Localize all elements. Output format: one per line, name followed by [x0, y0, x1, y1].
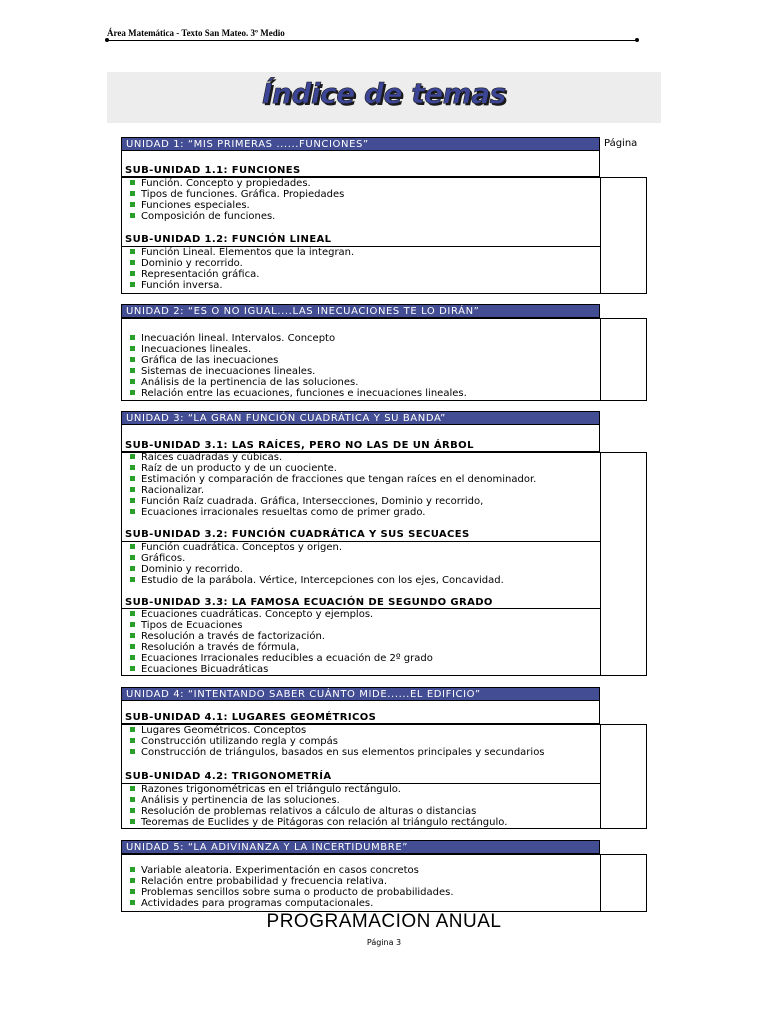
- page-number: Página 3: [366, 938, 402, 947]
- bullet-icon: [130, 271, 135, 276]
- subunit-1-1-title: SUB-UNIDAD 1.1: FUNCIONES: [125, 165, 301, 176]
- list-item: Construcción de triángulos, basados en sus elementos principales y secundarios: [130, 747, 545, 758]
- list-item: Inecuaciones lineales.: [130, 344, 467, 355]
- page-title: Índice de temas: [262, 77, 506, 110]
- bullet-icon: [130, 202, 135, 207]
- bullet-icon: [130, 335, 135, 340]
- bullet-icon: [130, 655, 135, 660]
- bullet-icon: [130, 867, 135, 872]
- bullet-icon: [130, 509, 135, 514]
- bullet-icon: [130, 487, 135, 492]
- unit-5-title: UNIDAD 5: “LA ADIVINANZA Y LA INCERTIDUMBRE”: [121, 840, 600, 854]
- list-item: Sistemas de inecuaciones lineales.: [130, 366, 467, 377]
- bullet-icon: [130, 749, 135, 754]
- list-item: Resolución a través de fórmula,: [130, 642, 433, 653]
- bullet-icon: [130, 476, 135, 481]
- list-item: Composición de funciones.: [130, 211, 344, 222]
- unit-1-page-cell: [600, 177, 647, 294]
- document-header: Área Matemática - Texto San Mateo. 3º Medio: [107, 28, 285, 38]
- bullet-icon: [130, 379, 135, 384]
- bullet-icon: [130, 544, 135, 549]
- list-item: Racionalizar.: [130, 485, 536, 496]
- subunit-3-1-title: SUB-UNIDAD 3.1: LAS RAÍCES, PERO NO LAS DE UN ÁRBOL: [125, 440, 474, 451]
- list-item: Variable aleatoria. Experimentación en casos concretos: [130, 865, 454, 876]
- bullet-icon: [130, 191, 135, 196]
- bullet-icon: [130, 249, 135, 254]
- unit-2-title: UNIDAD 2: “ES O NO IGUAL....LAS INECUACIONES TE LO DIRÁN”: [121, 304, 600, 318]
- list-item: Raíces cuadradas y cúbicas.: [130, 452, 536, 463]
- list-item: Análisis de la pertinencia de las soluciones.: [130, 377, 467, 388]
- list-item: Ecuaciones irracionales resueltas como de primer grado.: [130, 507, 536, 518]
- bullet-icon: [130, 633, 135, 638]
- list-item: Función Lineal. Elementos que la integran.: [130, 247, 354, 258]
- list-item: Funciones especiales.: [130, 200, 344, 211]
- bullet-icon: [130, 644, 135, 649]
- subunit-4-2-topics: [130, 784, 507, 828]
- bullet-icon: [130, 555, 135, 560]
- subunit-4-2-title: SUB-UNIDAD 4.2: TRIGONOMETRÍA: [125, 771, 332, 782]
- bullet-icon: [130, 577, 135, 582]
- subunit-1-1-topics: [130, 178, 344, 222]
- list-item: Inecuación lineal. Intervalos. Concepto: [130, 333, 467, 344]
- bullet-icon: [130, 611, 135, 616]
- list-item: Análisis y pertinencia de las soluciones.: [130, 795, 507, 806]
- list-item: Teoremas de Euclides y de Pitágoras con relación al triángulo rectángulo.: [130, 817, 507, 828]
- list-item: Gráficos.: [130, 553, 504, 564]
- subunit-1-2-title: SUB-UNIDAD 1.2: FUNCIÓN LINEAL: [125, 234, 332, 245]
- unit-4-title: UNIDAD 4: “INTENTANDO SABER CUÁNTO MIDE......EL EDIFICIO”: [121, 687, 600, 701]
- bullet-icon: [130, 900, 135, 905]
- header-rule: [107, 40, 637, 41]
- unit-1-title: UNIDAD 1: “MIS PRIMERAS ......FUNCIONES”: [121, 137, 600, 151]
- list-item: Relación entre las ecuaciones, funciones e inecuaciones lineales.: [130, 388, 467, 399]
- bullet-icon: [130, 797, 135, 802]
- unit-5-page-cell: [600, 854, 647, 912]
- unit-3-page-cell: [600, 452, 647, 676]
- unit-5-topics: [130, 865, 454, 909]
- unit-3-title: UNIDAD 3: “LA GRAN FUNCIÓN CUADRÁTICA Y SU BANDA”: [121, 411, 600, 425]
- list-item: Estimación y comparación de fracciones que tengan raíces en el denominador.: [130, 474, 536, 485]
- list-item: Relación entre probabilidad y frecuencia relativa.: [130, 876, 454, 887]
- list-item: Función. Concepto y propiedades.: [130, 178, 344, 189]
- list-item: Tipos de funciones. Gráfica. Propiedades: [130, 189, 344, 200]
- bullet-icon: [130, 282, 135, 287]
- bullet-icon: [130, 666, 135, 671]
- list-item: Razones trigonométricas en el triángulo rectángulo.: [130, 784, 507, 795]
- list-item: Resolución de problemas relativos a cálculo de alturas o distancias: [130, 806, 507, 817]
- bullet-icon: [130, 368, 135, 373]
- list-item: Función inversa.: [130, 280, 354, 291]
- subunit-1-2-topics: [130, 247, 354, 291]
- page-column-label: Página: [604, 138, 638, 149]
- list-item: Representación gráfica.: [130, 269, 354, 280]
- bullet-icon: [130, 390, 135, 395]
- list-item: Construcción utilizando regla y compás: [130, 736, 545, 747]
- bullet-icon: [130, 213, 135, 218]
- bullet-icon: [130, 357, 135, 362]
- subunit-4-1-title: SUB-UNIDAD 4.1: LUGARES GEOMÉTRICOS: [125, 712, 377, 723]
- subunit-3-1-topics: [130, 452, 536, 518]
- list-item: Dominio y recorrido.: [130, 564, 504, 575]
- bullet-icon: [130, 622, 135, 627]
- subunit-4-1-topics: [130, 725, 545, 758]
- unit-2-topics: [130, 333, 467, 399]
- header-rule-dot-left: [105, 38, 109, 42]
- title-banner: [107, 72, 661, 123]
- list-item: Estudio de la parábola. Vértice, Intercepciones con los ejes, Concavidad.: [130, 575, 504, 586]
- subunit-3-2-title: SUB-UNIDAD 3.2: FUNCIÓN CUADRÁTICA Y SUS SECUACES: [125, 529, 470, 540]
- bullet-icon: [130, 727, 135, 732]
- bullet-icon: [130, 260, 135, 265]
- unit-4-page-cell: [600, 724, 647, 829]
- list-item: Gráfica de las inecuaciones: [130, 355, 467, 366]
- bullet-icon: [130, 454, 135, 459]
- bullet-icon: [130, 180, 135, 185]
- list-item: Función cuadrática. Conceptos y origen.: [130, 542, 504, 553]
- bullet-icon: [130, 819, 135, 824]
- bullet-icon: [130, 786, 135, 791]
- subunit-3-3-topics: [130, 609, 433, 675]
- list-item: Ecuaciones cuadráticas. Concepto y ejemplos.: [130, 609, 433, 620]
- list-item: Lugares Geométricos. Conceptos: [130, 725, 545, 736]
- list-item: Ecuaciones Irracionales reducibles a ecuación de 2º grado: [130, 653, 433, 664]
- unit-2-page-cell: [600, 318, 647, 401]
- list-item: Actividades para programas computacionales.: [130, 898, 454, 909]
- list-item: Problemas sencillos sobre suma o producto de probabilidades.: [130, 887, 454, 898]
- bullet-icon: [130, 808, 135, 813]
- bullet-icon: [130, 346, 135, 351]
- bullet-icon: [130, 465, 135, 470]
- footer-title: PROGRAMACION ANUAL: [266, 911, 502, 932]
- list-item: Resolución a través de factorización.: [130, 631, 433, 642]
- list-item: Dominio y recorrido.: [130, 258, 354, 269]
- bullet-icon: [130, 498, 135, 503]
- list-item: Ecuaciones Bicuadráticas: [130, 664, 433, 675]
- bullet-icon: [130, 878, 135, 883]
- bullet-icon: [130, 889, 135, 894]
- header-rule-dot-right: [635, 38, 639, 42]
- list-item: Raíz de un producto y de un cuociente.: [130, 463, 536, 474]
- subunit-3-2-topics: [130, 542, 504, 586]
- subunit-3-3-title: SUB-UNIDAD 3.3: LA FAMOSA ECUACIÓN DE SEGUNDO GRADO: [125, 597, 493, 608]
- list-item: Función Raíz cuadrada. Gráfica, Intersecciones, Dominio y recorrido,: [130, 496, 536, 507]
- bullet-icon: [130, 566, 135, 571]
- bullet-icon: [130, 738, 135, 743]
- list-item: Tipos de Ecuaciones: [130, 620, 433, 631]
